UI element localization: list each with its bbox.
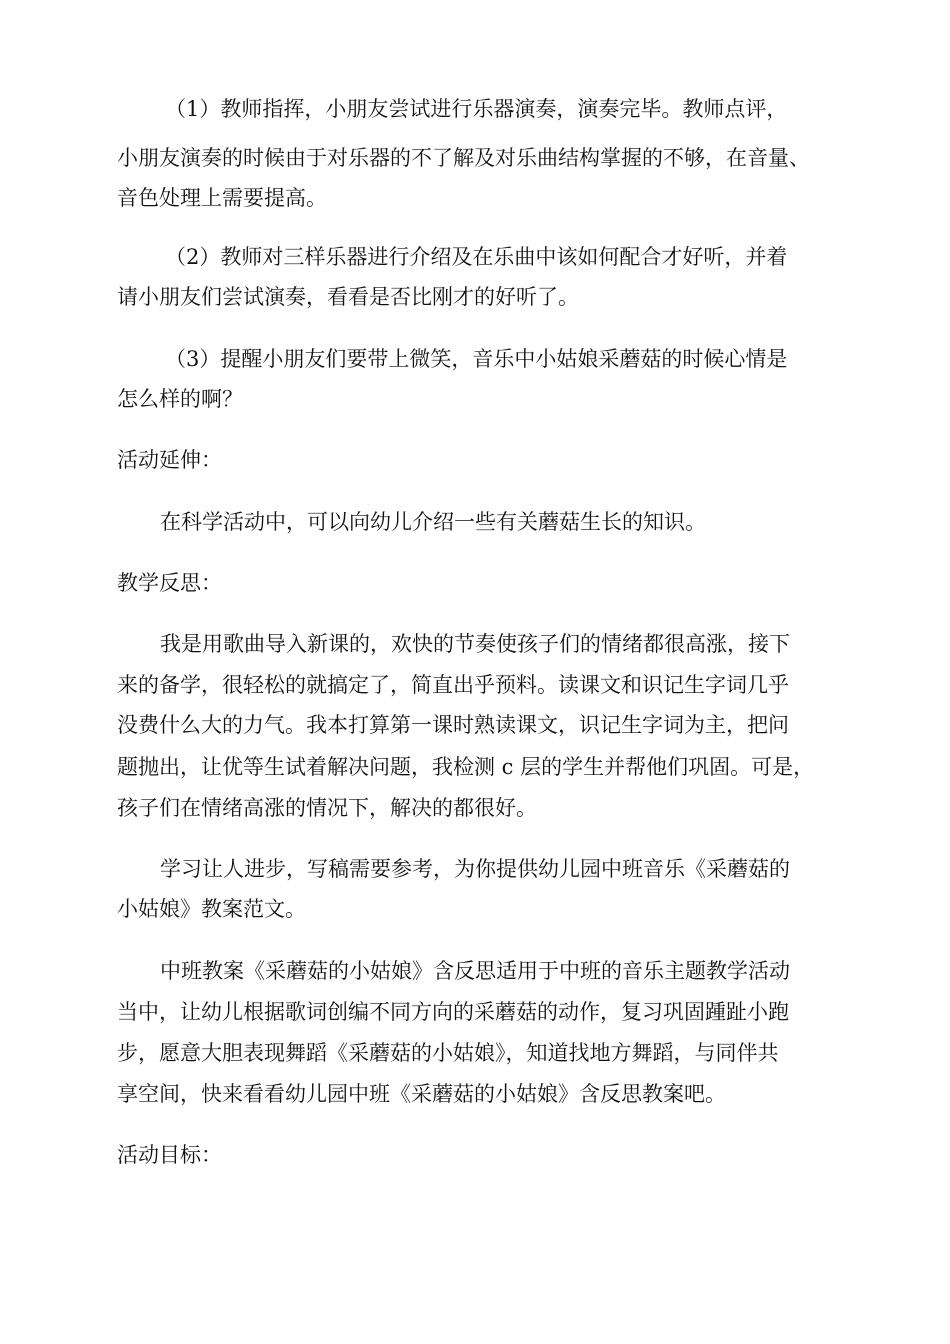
text-line: 音色处理上需要提高。: [117, 186, 327, 210]
text-line: 怎么样的啊？: [117, 387, 243, 411]
text-line: 在科学活动中，可以向幼儿介绍一些有关蘑菇生长的知识。: [160, 510, 706, 534]
text-line: 孩子们在情绪高涨的情况下，解决的都很好。: [117, 796, 537, 820]
text-line: 小姑娘》教案范文。: [117, 897, 306, 921]
section-heading: 活动延伸：: [117, 448, 222, 472]
section-heading: 活动目标：: [117, 1143, 222, 1167]
text-line: （1）教师指挥，小朋友尝试进行乐器演奏，演奏完毕。教师点评，: [165, 97, 788, 121]
text-line: 当中，让幼儿根据歌词创编不同方向的采蘑菇的动作，复习巩固踵趾小跑: [117, 1000, 789, 1024]
text-line: 题抛出，让优等生试着解决问题，我检测 c 层的学生并帮他们巩固。可是，: [117, 755, 815, 779]
text-line: 请小朋友们尝试演奏，看看是否比刚才的好听了。: [117, 285, 579, 309]
text-line: 学习让人进步，写稿需要参考，为你提供幼儿园中班音乐《采蘑菇的: [160, 857, 790, 881]
text-line: 中班教案《采蘑菇的小姑娘》含反思适用于中班的音乐主题教学活动: [160, 959, 790, 983]
text-line: （2）教师对三样乐器进行介绍及在乐曲中该如何配合才好听，并着: [165, 245, 788, 269]
text-line: 享空间，快来看看幼儿园中班《采蘑菇的小姑娘》含反思教案吧。: [117, 1082, 726, 1106]
text-line: 小朋友演奏的时候由于对乐器的不了解及对乐曲结构掌握的不够，在音量、: [117, 146, 810, 170]
text-line: 我是用歌曲导入新课的，欢快的节奏使孩子们的情绪都很高涨，接下: [160, 632, 790, 656]
text-line: 没费什么大的力气。我本打算第一课时熟读课文，识记生字词为主，把问: [117, 713, 789, 737]
text-line: （3）提醒小朋友们要带上微笑，音乐中小姑娘采蘑菇的时候心情是: [165, 347, 788, 371]
text-line: 来的备学，很轻松的就搞定了，简直出乎预料。读课文和识记生字词几乎: [117, 673, 789, 697]
section-heading: 教学反思：: [117, 571, 222, 595]
text-line: 步，愿意大胆表现舞蹈《采蘑菇的小姑娘》，知道找地方舞蹈，与同伴共: [117, 1041, 779, 1065]
